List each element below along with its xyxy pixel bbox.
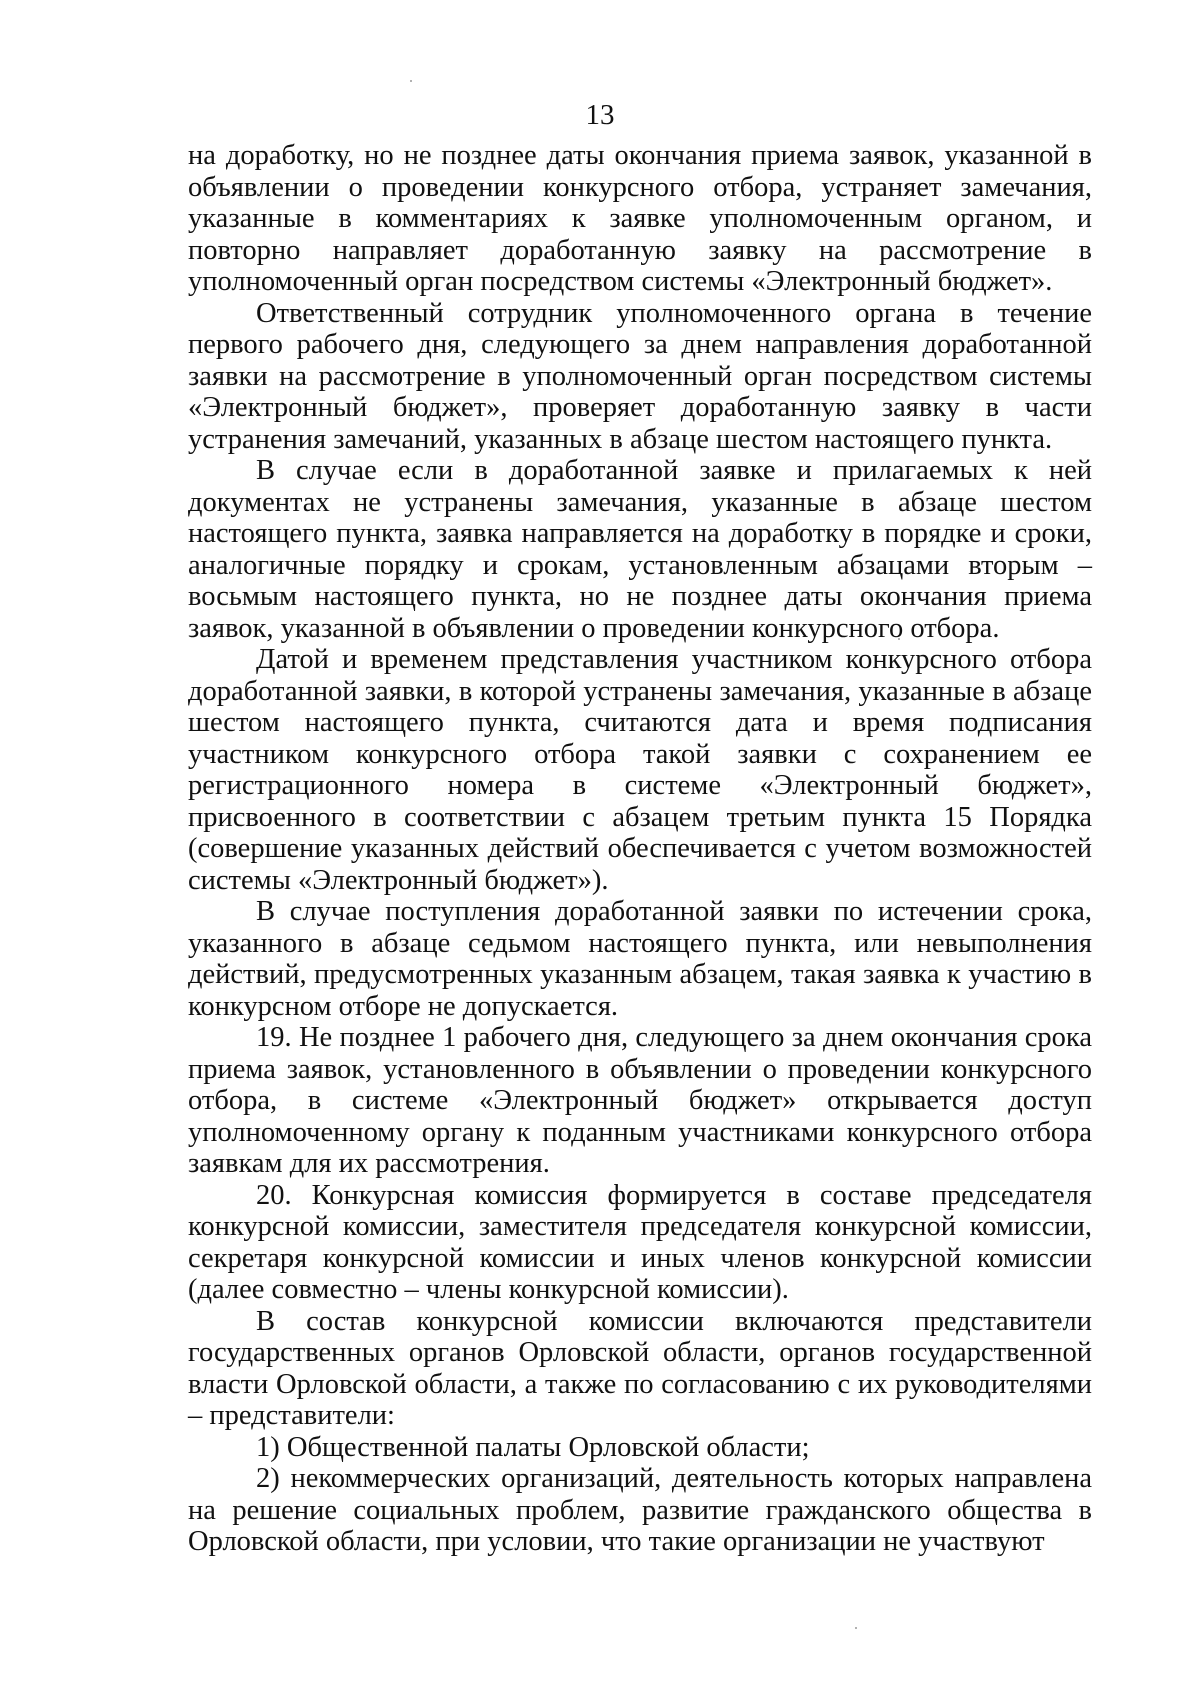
paragraph-submission-date: Датой и временем представления участником конкурсного отбора доработанной заявки, в которой устранены замечания, указанные в абзаце шестом настоящего пункта, считаются дата и время подписания участником конкурсного отбора такой заявки с сохранением ее регистрационного номера в системе «Электронный бюджет», присвоенного в соответствии с абзацем третьим пункта 15 Порядка (совершение указанных действий обеспечивается с учетом возможностей системы «Электронный бюджет»).: [188, 644, 1092, 896]
paragraph-unresolved-remarks: В случае если в доработанной заявке и прилагаемых к ней документах не устранены замечания, указанные в абзаце шестом настоящего пункта, заявка направляется на доработку в порядке и сроки, аналогичные порядку и срокам, установленным абзацами вторым – восьмым настоящего пункта, но не позднее даты окончания приема заявок, указанной в объявлении о проведении конкурсного отбора.: [188, 455, 1092, 644]
paragraph-commission-members: В состав конкурсной комиссии включаются представители государственных органов Орловской области, органов государственной власти Орловской области, а также по согласованию с их руководителями – представители:: [188, 1305, 1092, 1431]
page-number: 13: [585, 99, 615, 131]
scan-speck: [410, 80, 412, 82]
paragraph-review-check: Ответственный сотрудник уполномоченного органа в течение первого рабочего дня, следующего за днем направления доработанной заявки на рассмотрение в уполномоченный орган посредством системы «Электронный бюджет», проверяет доработанную заявку в части устранения замечаний, указанных в абзаце шестом настоящего пункта.: [188, 297, 1092, 455]
paragraph-item-19: 19. Не позднее 1 рабочего дня, следующего за днем окончания срока приема заявок, установленного в объявлении о проведении конкурсного отбора, в системе «Электронный бюджет» открывается доступ уполномоченному органу к поданным участниками конкурсного отбора заявкам для их рассмотрения.: [188, 1022, 1092, 1179]
paragraph-item-20: 20. Конкурсная комиссия формируется в составе председателя конкурсной комиссии, заместителя председателя конкурсной комиссии, секретаря конкурсной комиссии и иных членов конкурсной комиссии (далее совместно – члены конкурсной комиссии).: [188, 1179, 1092, 1305]
paragraph-late-submission: В случае поступления доработанной заявки по истечении срока, указанного в абзаце седьмом настоящего пункта, или невыполнения действий, предусмотренных указанным абзацем, такая заявка к участию в конкурсном отборе не допускается.: [188, 896, 1092, 1022]
list-item-2: 2) некоммерческих организаций, деятельность которых направлена на решение социальных проблем, развитие гражданского общества в Орловской области, при условии, что такие организации не участвуют: [188, 1463, 1092, 1557]
document-body: [188, 140, 1092, 1558]
scan-speck: [855, 1627, 857, 1629]
list-item-1: 1) Общественной палаты Орловской области;: [256, 1431, 810, 1463]
paragraph-continuation: на доработку, но не позднее даты окончания приема заявок, указанной в объявлении о проведении конкурсного отбора, устраняет замечания, указанные в комментариях к заявке уполномоченным органом, и повторно направляет доработанную заявку на рассмотрение в уполномоченный орган посредством системы «Электронный бюджет».: [188, 140, 1092, 297]
